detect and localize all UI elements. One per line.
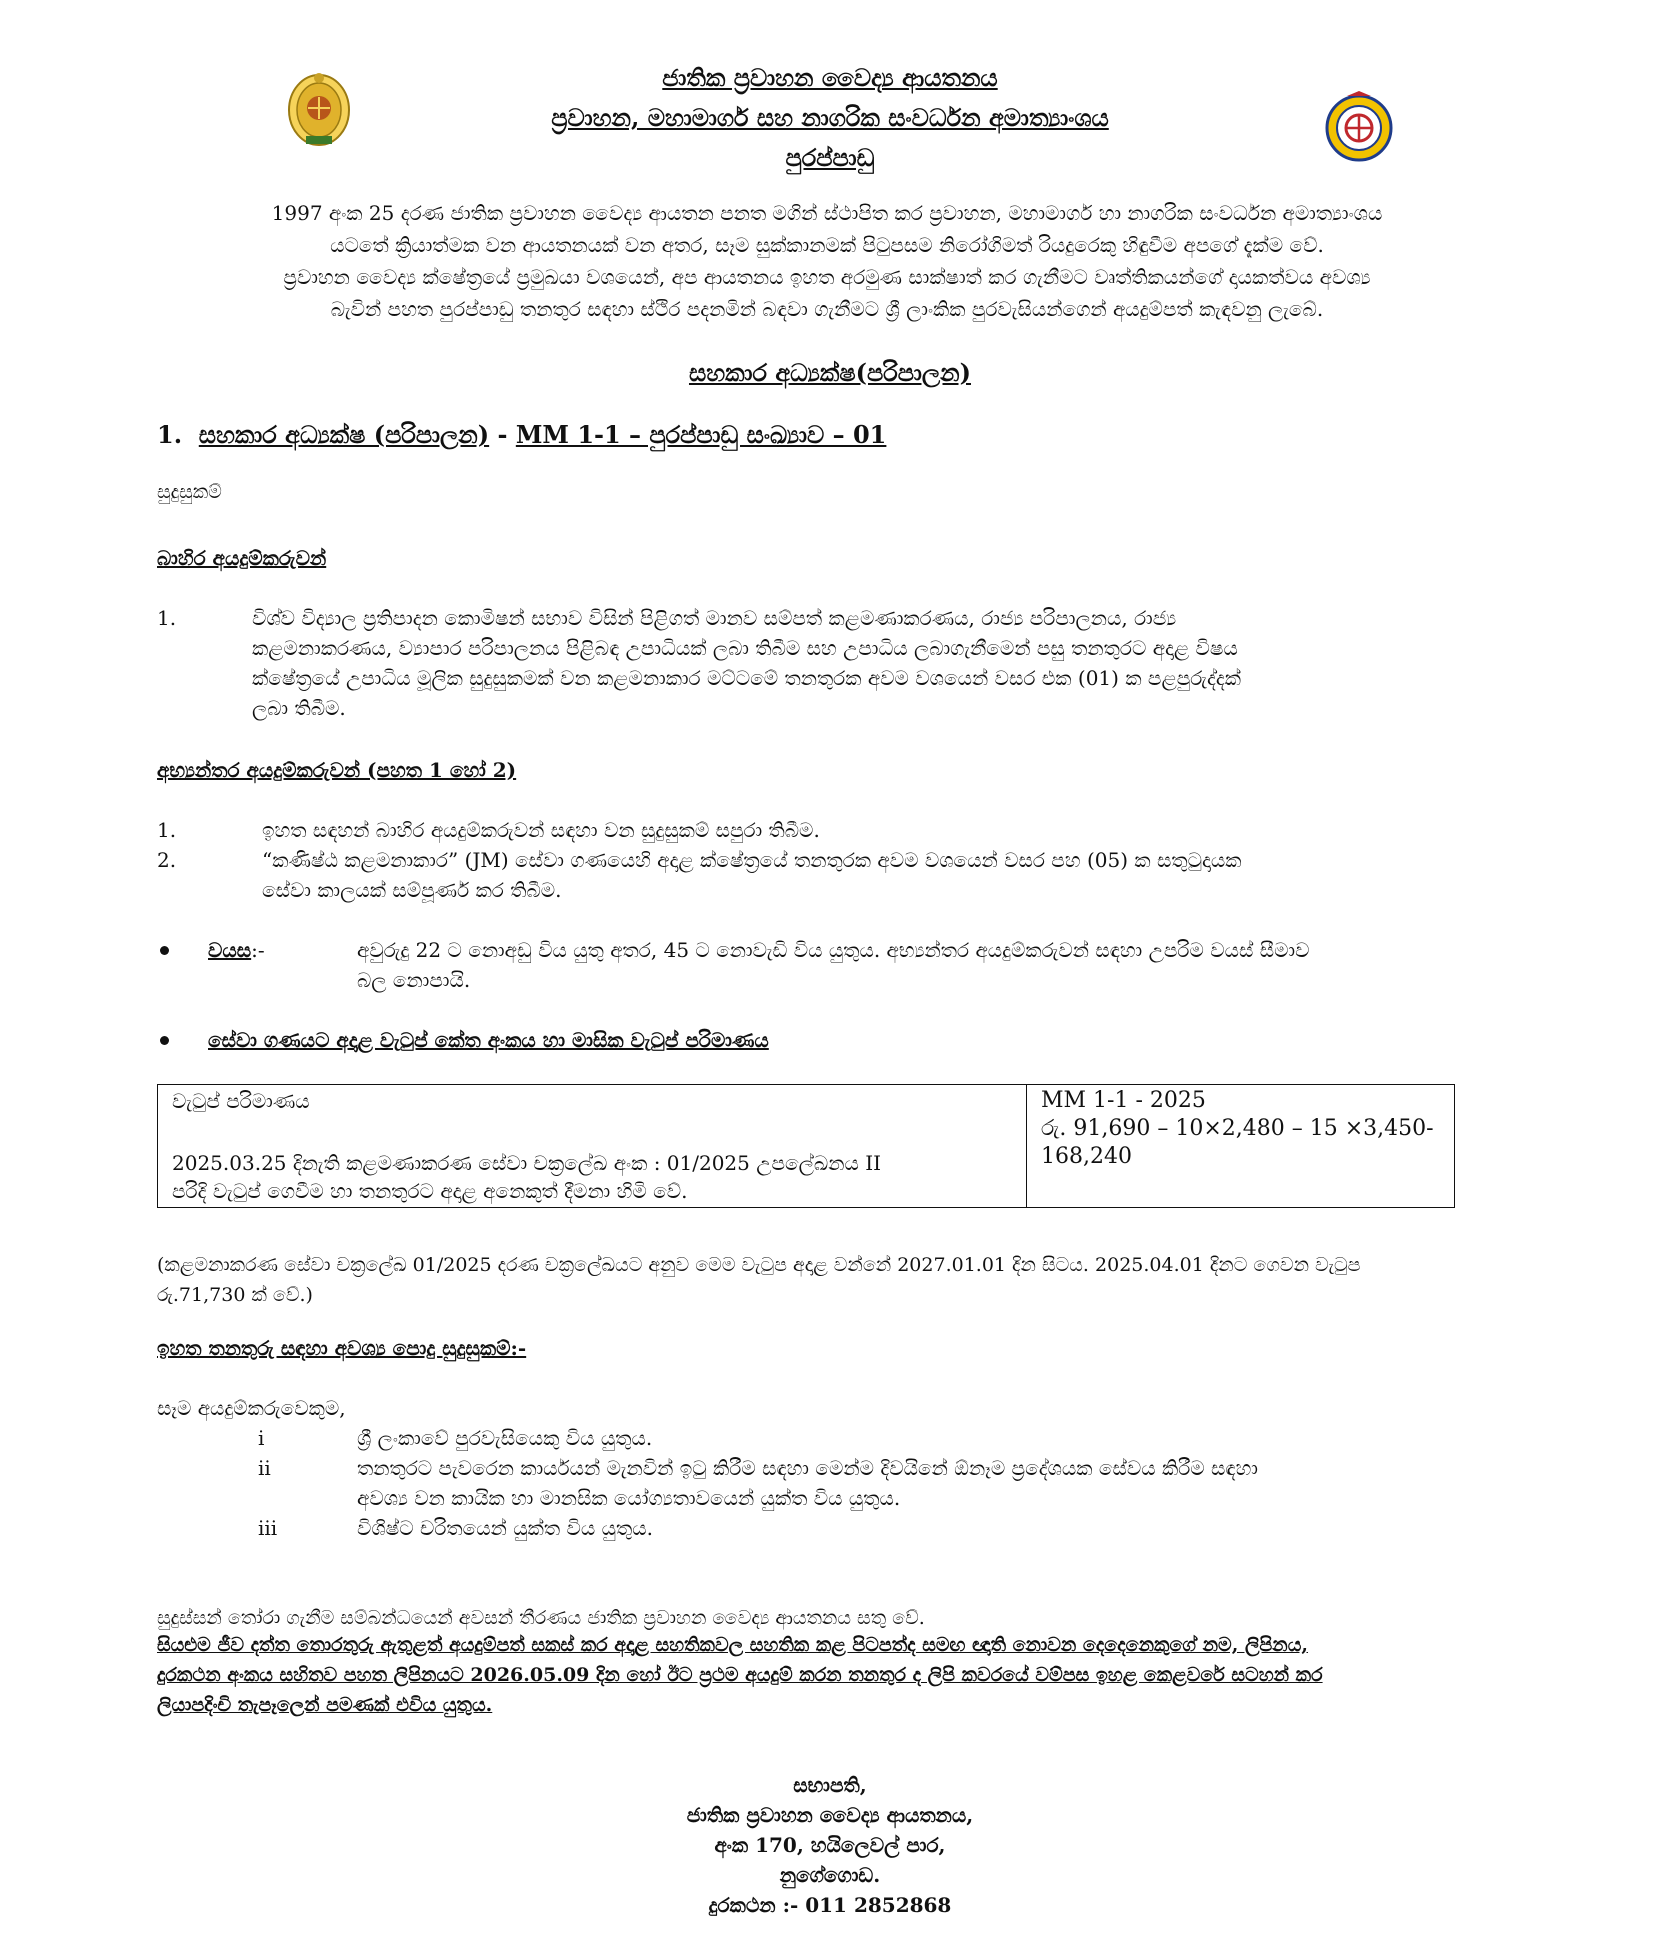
age-label [208,935,265,965]
intro-line: ප්‍රවාහන වෛද්‍ය ක්ෂේත්‍රයේ ප්‍රමුඛයා වශයෙන්, අප ආයතනය ඉහත අරමුණ සාක්ෂාත් කර ගැනීමට වෘත්තිකයන්ගේ දායකත්වය අවශ්‍ය [283,265,1371,289]
general-item-text [357,1513,1467,1543]
external-item-line: ක්ෂේත්‍රයේ උපාධිය මූලික සුදුසුකමක් වන කළමනාකාර මට්ටමේ තනතුරක අවම වශයෙන් වසර එක (01) ක පළපුරුද්දක් [252,666,1241,690]
intro-line: යටතේ ක්‍රියාත්මක වන ආයතනයක් වන අතර, සෑම සුක්කානමක් පිටුපසම නිරෝගිමත් රියදුරෙකු හිඳුවීම අපගේ දැක්ම වේ. [330,233,1324,257]
instruction-line: දුරකථන අංකය සහිතව පහත ලිපිනයට 2026.05.09 දින හෝ ඊට ප්‍රථම අයදුම් කරන තනතුර ද ලිපි කවරයේ වම්පස ඉහළ කෙළවරේ සටහන් කර [157,1664,1323,1686]
signature-institute: ජාතික ප්‍රවාහන වෛද්‍ය ආයතනය, [686,1803,974,1827]
selection-note: සුදුස්සන් තෝරා ගැනීම සම්බන්ධයෙන් අවසන් තීරණය ජාතික ප්‍රවාහන වෛද්‍ය ආයතනය සතු වේ. [157,1607,925,1629]
external-item-line: කළමනාකරණය, ව්‍යාපාර පරිපාලනය පිළිබඳ උපාධියක් ලබා තිබීම සහ උපාධිය ලබාගැනීමෙන් පසු තනතුරට අදාළ විෂය [252,636,1238,660]
post-title: සහකාර අධ්‍යක්ෂ(පරිපාලන) [688,358,971,387]
post-dash: - [489,420,516,449]
salary-range-line: රු. 91,690 – 10×2,480 – 15 ×3,450- [1041,1116,1434,1141]
salary-scale-cell [158,1085,1027,1208]
internal-item-line: “කණිෂ්ඨ කළමනාකාර” (JM) සේවා ගණයෙහි අදාළ ක්ෂේත්‍රයේ තනතුරක අවම වශයෙන් වසර පහ (05) ක සතුටුදායක [262,848,1242,872]
signature-block [560,1770,1100,1920]
signature-address: අංක 170, හයිලෙවල් පාර, [714,1833,946,1857]
post-code: MM 1-1 – පුරප්පාඩු සංඛ්‍යාව – 01 [515,420,887,449]
age-label-text: වයස [208,938,252,962]
general-item-line: ශ්‍රී ලංකාවේ පුරවැසියෙකු විය යුතුය. [357,1426,653,1450]
signature-city: නුගේගොඩ. [779,1863,881,1887]
internal-applicants-heading: අභ්‍යන්තර අයදුම්කරුවන් (පහත 1 හෝ 2) [157,758,517,782]
salary-heading: සේවා ගණයට අදාළ වැටුප් කේත අංකය හා මාසික වැටුප් පරිමාණය [208,1028,769,1052]
post-heading [157,417,886,453]
general-qualifications-heading: ඉහත තනතුරු සඳහා අවශ්‍ය පොදු සුදුසුකම්:- [157,1336,527,1360]
general-item-line: අවශ්‍ය වන කායික හා මානසික යෝග්‍යතාවයෙන් යුක්ත විය යුතුය. [357,1486,901,1510]
external-item-line: ලබා තිබීම. [252,696,346,720]
internal-item-text [262,845,1462,905]
signature-phone: දුරකථන :- 011 2852868 [708,1893,952,1917]
external-applicants-heading: බාහිර අයදුම්කරුවන් [157,546,327,570]
institute-logo [1325,90,1393,162]
age-label-suffix: :- [251,938,265,962]
salary-table [157,1084,1455,1208]
internal-item-number: 1. [157,818,177,842]
general-item-number: i [258,1426,265,1450]
salary-note-line: රු.71,730 ක් වේ.) [157,1284,313,1306]
age-line: බල නොපායි. [357,968,471,992]
external-item-line: විශ්ව විද්‍යාල ප්‍රතිපාදන කොමිෂන් සභාව විසින් පිළිගත් මානව සම්පත් කළමණාකරණය, රාජ්‍ය පරිපාලනය, රාජ්‍ය [252,606,1177,630]
internal-item-line: ඉහත සඳහන් බාහිර අයදුම්කරුවන් සඳහා වන සුදුසුකම් සපුරා තිබීම. [262,818,820,842]
salary-code: MM 1-1 - 2025 [1041,1088,1206,1113]
instruction-line: සියළුම ජීව දත්ත තොරතුරු ඇතුළත් අයදුම්පත් සකස් කර අදාළ සහතිකවල සහතික කළ පිටපත්ද සමඟ ඥාති නොවන දෙදෙනෙකුගේ නම, ලිපිනය, [157,1634,1309,1656]
salary-scale-title: වැටුප් පරිමාණය [172,1089,310,1113]
salary-scale-note [172,1149,1012,1205]
salary-code-cell [1027,1085,1455,1208]
intro-line: 1997 අංක 25 දරණ ජාතික ප්‍රවාහන වෛද්‍ය ආයතන පනත මගින් ස්ථාපිත කර ප්‍රවාහන, මහාමාර්ග හා නාගරික සංවර්ධන අමාත්‍යාංශය [271,201,1383,225]
age-text [357,935,1467,995]
sri-lanka-emblem [286,70,352,148]
qualifications-label: සුදුසුකම් [157,481,222,503]
external-item-number: 1. [157,606,177,630]
bullet-icon [160,946,169,955]
ministry-name: ප්‍රවාහන, මහාමාර්ග සහ නාගරික සංවර්ධන අමාත්‍යාංශය [551,103,1109,132]
salary-range-line: 168,240 [1041,1144,1132,1169]
instruction-line: ලියාපදිංචි තැපෑලෙන් පමණක් එවිය යුතුය. [157,1694,493,1716]
general-item-line: තනතුරට පැවරෙන කාර්යයන් මැනවින් ඉටු කිරීම සඳහා මෙන්ම දිවයිනේ ඕනෑම ප්‍රදේශයක සේවය කිරීම සඳහා [357,1456,1258,1480]
internal-item-text [262,815,1462,845]
general-item-number: iii [258,1516,278,1540]
salary-note-line: (කළමනාකරණ සේවා චක්‍රලේඛ 01/2025 දරණ චක්‍රලේඛයට අනුව මෙම වැටුප අදාළ වන්නේ 2027.01.01 දින සිටය. 2025.04.01 දිනට ගෙවන වැටුප [157,1254,1361,1276]
general-lead: සෑම අයදුම්කරුවෙකුම, [157,1396,346,1420]
age-line: අවුරුදු 22 ට නොඅඩු විය යුතු අතර, 45 ට නොවැඩි විය යුතුය. අභ්‍යන්තර අයදුම්කරුවන් සඳහා උපරිම වයස් සීමාව [357,938,1310,962]
general-item-number: ii [258,1456,271,1480]
general-item-line: විශිෂ්ට චරිතයෙන් යුක්ත විය යුතුය. [357,1516,653,1540]
application-instructions [157,1630,1497,1720]
general-item-text [357,1423,1467,1453]
intro-paragraph [150,197,1504,325]
post-name: සහකාර අධ්‍යක්ෂ (පරිපාලන) [198,420,490,449]
intro-line: බැවින් පහත පුරප්පාඩු තනතුර සඳහා ස්ථිර පදනමින් බඳවා ගැනීමට ශ්‍රී ලාංකික පුරවැසියන්ගෙන් අයදුම්පත් කැඳවනු ලැබේ. [330,297,1324,321]
signature-title: සභාපති, [793,1773,867,1797]
salary-note-line: 2025.03.25 දිනැති කළමණාකරණ සේවා චක්‍රලේඛ අංක : 01/2025 උපලේඛනය II [172,1151,881,1175]
institute-name: ජාතික ප්‍රවාහන වෛද්‍ය ආයතනය [662,63,998,92]
bullet-icon [160,1036,169,1045]
vacancies-title: පුරප්පාඩු [785,143,875,172]
external-item-text [252,603,1462,723]
internal-item-line: සේවා කාලයක් සම්පූර්ණ කර තිබීම. [262,878,562,902]
salary-note-line: පරිදි වැටුප් ගෙවීම හා තනතුරට අදාළ අනෙකුත් දීමනා හිමි වේ. [172,1179,688,1203]
general-item-text [357,1453,1467,1513]
internal-item-number: 2. [157,848,177,872]
post-number: 1. [157,420,183,449]
salary-note [157,1250,1487,1310]
